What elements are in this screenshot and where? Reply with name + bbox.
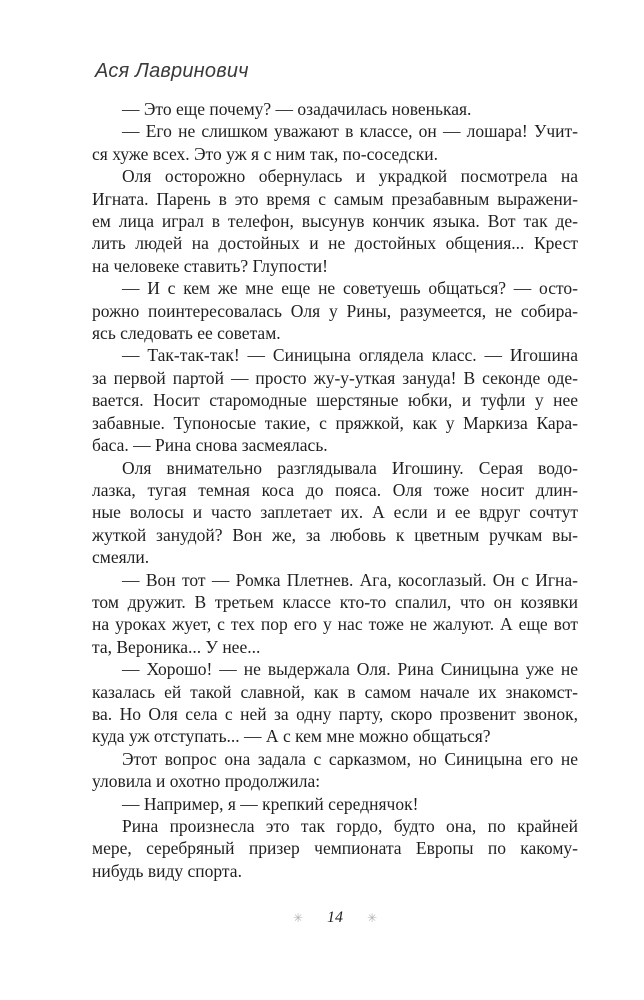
text-line: — Это еще почему? — озадачилась новенькая. [122, 99, 472, 119]
text-line: жуткой занудой? Вон же, за любовь к цветным ручкам вы- [92, 524, 578, 545]
text-line: рожно поинтересовалась Оля у Рины, разумеется, не собира- [92, 300, 578, 321]
text-line: — Например, я — крепкий середнячок! [122, 793, 419, 814]
body-text [92, 98, 578, 882]
text-line: Этот вопрос она задала с сарказмом, но Синицына его не [122, 748, 578, 769]
paragraph [92, 748, 578, 793]
text-line: Оля внимательно разглядывала Игошину. Серая водо- [122, 457, 578, 478]
text-line: — Хорошо! — не выдержала Оля. Рина Синицына уже не [122, 659, 578, 680]
text-line: — Вон тот — Ромка Плетнев. Ага, косоглазый. Он с Игна- [122, 569, 578, 590]
text-line: на уроках жует, с тех пор его у нас тоже не жалуют. А еще вот [92, 614, 578, 635]
paragraph [92, 569, 578, 659]
text-line: лазка, тугая темная коса до пояса. Оля тоже носит длин- [92, 479, 578, 500]
paragraph [92, 658, 578, 748]
text-line: — И с кем же мне еще не советуешь общаться? — осто- [122, 278, 578, 299]
text-line: забавные. Тупоносые такие, с пряжкой, как у Маркиза Кара- [92, 412, 578, 433]
paragraph [92, 277, 578, 344]
author-header: Ася Лавринович [95, 60, 249, 82]
text-line: баса. — Рина снова засмеялась. [92, 435, 328, 456]
text-line: вается. Носит старомодные шерстяные юбки, и туфли у нее [92, 390, 578, 411]
paragraph [92, 344, 578, 456]
text-line: ем лица играл в телефон, высунув кончик языка. Вот так де- [92, 211, 578, 232]
page-footer [92, 910, 578, 926]
text-line: смеяли. [92, 547, 150, 568]
text-line: за первой партой — просто жу-у-уткая зануда! В секонде оде- [92, 367, 578, 388]
text-line: лить людей на достойных и не достойных общения... Крест [92, 233, 578, 254]
paragraph [92, 165, 578, 277]
text-line: мере, серебряный призер чемпионата Европы по какому- [92, 838, 578, 859]
paragraph [92, 457, 578, 569]
text-line: на человеке ставить? Глупости! [92, 255, 328, 276]
paragraph [92, 793, 578, 815]
text-line: ся хуже всех. Это уж я с ним так, по-соседски. [92, 143, 439, 164]
asterisk-ornament-left-icon: ✳ [292, 911, 303, 925]
text-line: казалась ей такой славной, как в самом начале их знакомст- [92, 681, 578, 702]
text-line: Игната. Парень в это время с самым презабавным выражени- [92, 188, 578, 209]
page-number: 14 [327, 909, 343, 926]
text-line: Рина произнесла это так гордо, будто она, по крайней [122, 816, 578, 836]
paragraph [92, 98, 578, 120]
text-line: та, Вероника... У нее... [92, 636, 261, 657]
text-line: том дружит. В третьем классе кто-то спалил, что он козявки [92, 591, 578, 612]
asterisk-ornament-right-icon: ✳ [367, 911, 378, 925]
text-line: нибудь виду спорта. [92, 860, 242, 881]
paragraph [92, 120, 578, 165]
text-line: ясь следовать ее советам. [92, 323, 281, 344]
text-line: — Так-так-так! — Синицына оглядела класс. — Игошина [122, 345, 578, 366]
text-line: куда уж отступать... — А с кем мне можно общаться? [92, 726, 491, 747]
text-line: ва. Но Оля села с ней за одну парту, скоро прозвенит звонок, [92, 703, 578, 724]
text-line: — Его не слишком уважают в классе, он — лошара! Учит- [122, 121, 578, 142]
text-line: уловила и охотно продолжила: [92, 771, 321, 792]
text-line: ные волосы и часто заплетает их. А если и ее вдруг сочтут [92, 502, 578, 523]
text-line: Оля осторожно обернулась и украдкой посмотрела на [122, 166, 578, 187]
paragraph [92, 815, 578, 882]
